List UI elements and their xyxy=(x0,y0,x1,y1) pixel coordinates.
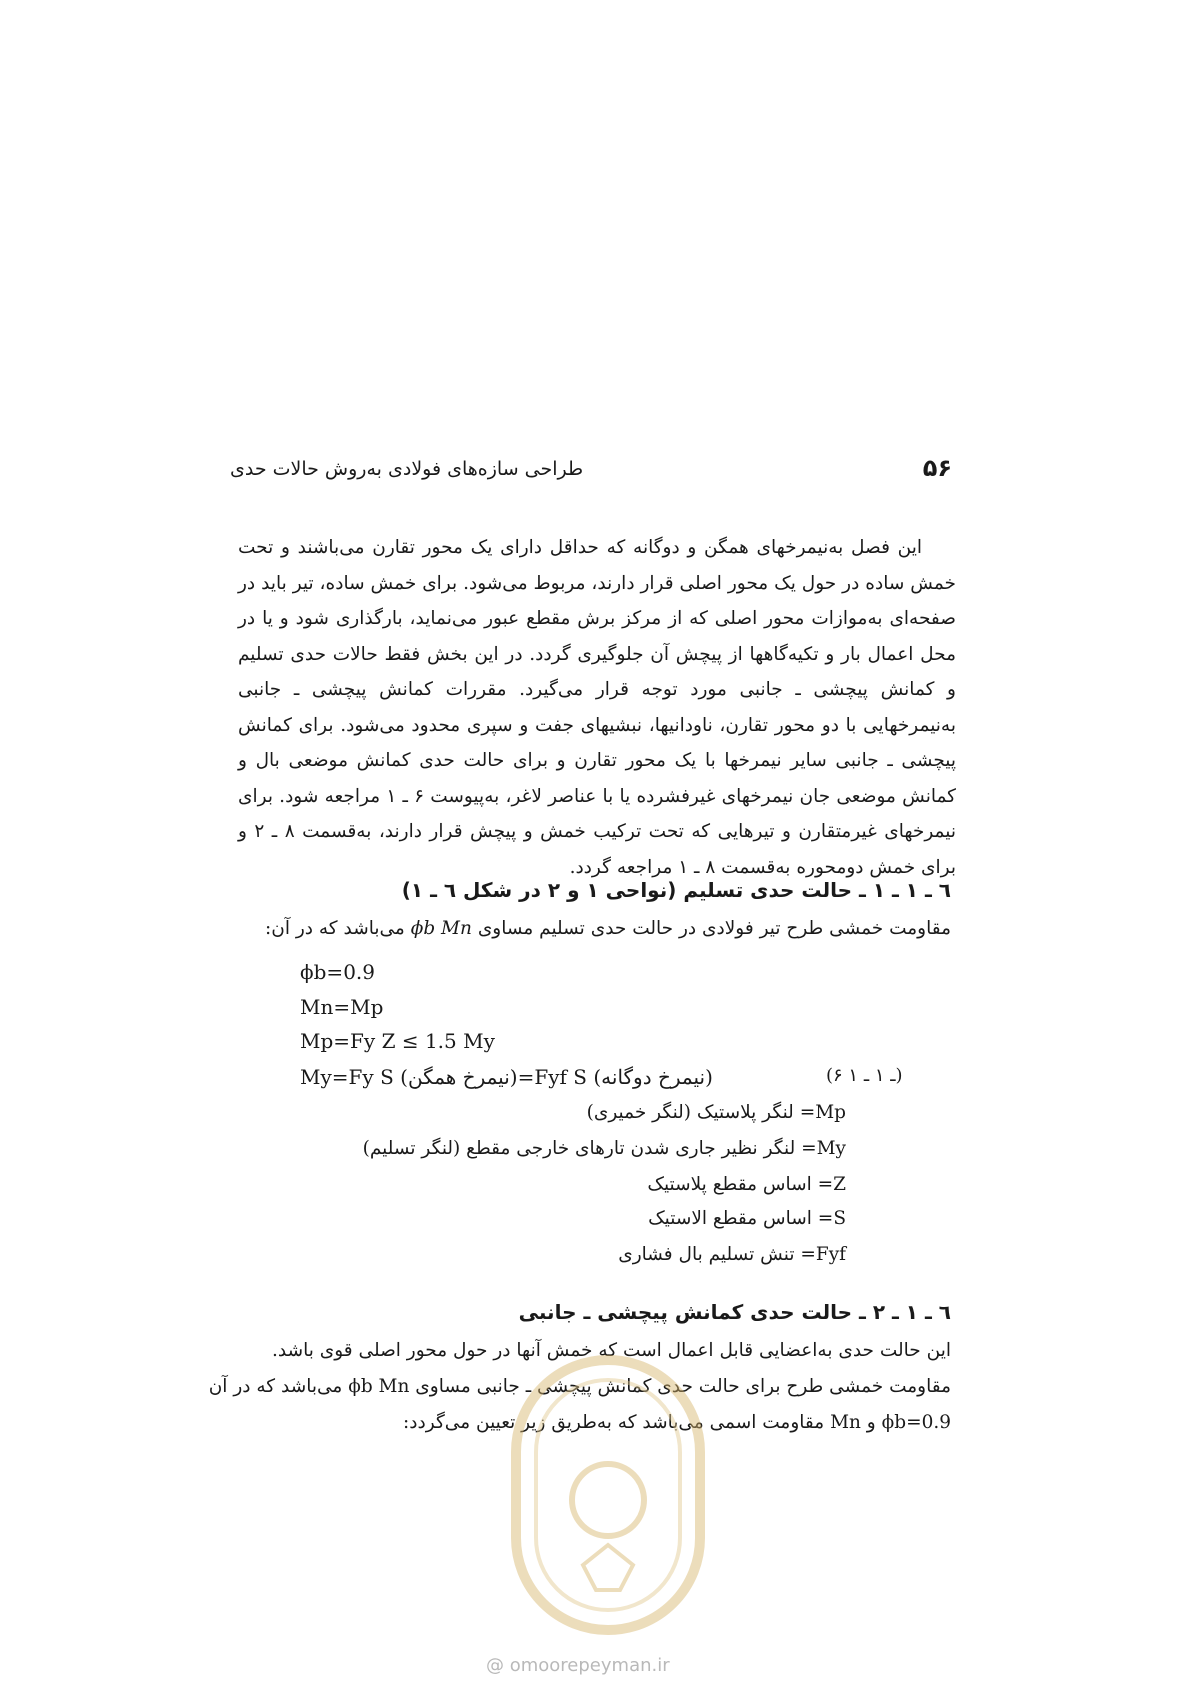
ltb-line-3: ϕb=0.9 و Mn مقاومت اسمی می‌باشد که به‌طریق زیر تعیین می‌گردد: xyxy=(403,1412,951,1433)
seal-inner-ring xyxy=(536,1380,680,1610)
yield-intro-tail: می‌باشد که در آن: xyxy=(265,918,405,939)
definition-fyf: Fyf= تنش تسلیم بال فشاری xyxy=(618,1244,846,1265)
section-heading-ltb: ٦ ـ ١ ـ ٢ ـ حالت حدی کمانش پیچشی ـ جانبی xyxy=(518,1300,951,1324)
definition-my: My= لنگر نظیر جاری شدن تارهای خارجی مقطع (لنگر تسلیم) xyxy=(362,1138,846,1159)
yield-intro-line xyxy=(265,918,951,939)
equation-mn: Mn=Mp xyxy=(300,995,384,1019)
watermark-url-text: omoorepeyman.ir xyxy=(509,1655,670,1676)
ltb-line-1: این حالت حدی به‌اعضایی قابل اعمال است که خمش آنها در حول محور اصلی قوی باشد. xyxy=(272,1340,951,1361)
running-header xyxy=(230,448,980,488)
watermark-url: @ omoorepeyman.ir xyxy=(486,1655,670,1676)
definition-z: Z= اساس مقطع پلاستیک xyxy=(647,1174,846,1195)
definition-s: S= اساس مقطع الاستیک xyxy=(648,1208,846,1229)
intro-paragraph xyxy=(238,530,956,885)
ltb-line-2: مقاومت خمشی طرح برای حالت حدی کمانش پیچشی ـ جانبی مساوی ϕb Mn می‌باشد که در آن xyxy=(208,1376,951,1397)
seal-center-circle xyxy=(572,1464,644,1536)
book-title: طراحی سازه‌های فولادی به‌روش حالات حدی xyxy=(230,458,584,480)
equation-mp: Mp=Fy Z ≤ 1.5 My xyxy=(300,1029,495,1053)
seal-emblem xyxy=(583,1545,633,1590)
equation-phi: ϕb=0.9 xyxy=(300,960,375,984)
yield-intro-text: مقاومت خمشی طرح تیر فولادی در حالت حدی تسلیم مساوی xyxy=(477,918,951,939)
equation-number: (۶ ـ ۱ ـ ۱) xyxy=(826,1065,903,1086)
page-number: ۵۶ xyxy=(922,454,952,482)
intro-text: این فصل به‌نیمرخهای همگن و دوگانه که حداقل دارای یک محور تقارن می‌باشند و تحت خمش ساده در حول یک محور اصلی قرار دارند، مربوط می‌شود. برای خمش ساده، تیر باید در صفحه‌ای به‌موازات محور اصلی که از مرکز برش مقطع عبور می‌نماید، بارگذاری شود و یا در محل اعمال بار و تکیه‌گاهها از پیچش آن جلوگیری گردد. در این بخش فقط حالات حدی تسلیم و کمانش پیچشی ـ جانبی مورد توجه قرار می‌گیرد. مقررات کمانش پیچشی ـ جانبی به‌نیمرخهایی با دو محور تقارن، ناودانیها، نبشیهای جفت و سپری محدود می‌شود. برای کمانش پیچشی ـ جانبی سایر نیمرخها با یک محور تقارن و برای حالت حدی کمانش موضعی بال و کمانش موضعی جان نیمرخهای غیرفشرده یا با عناصر لاغر، به‌پیوست ۶ ـ ۱ مراجعه شود. برای نیمرخهای غیرمتقارن و تیرهایی که تحت ترکیب خمش و پیچش قرار دارند، به‌قسمت ۸ ـ ۲ و برای خمش دومحوره به‌قسمت ۸ ـ ۱ مراجعه گردد. xyxy=(238,537,956,878)
yield-symbol: ϕb Mn xyxy=(410,918,472,939)
equation-my: My=Fy S (نیمرخ همگن)=Fyf S (نیمرخ دوگانه) xyxy=(300,1065,713,1089)
seal-watermark xyxy=(488,1350,728,1650)
section-heading-yield: ٦ ـ ١ ـ ١ ـ حالت حدی تسلیم (نواحی ١ و ٢ در شکل ٦ ـ ١) xyxy=(401,878,951,902)
definition-mp: Mp= لنگر پلاستیک (لنگر خمیری) xyxy=(586,1102,846,1123)
